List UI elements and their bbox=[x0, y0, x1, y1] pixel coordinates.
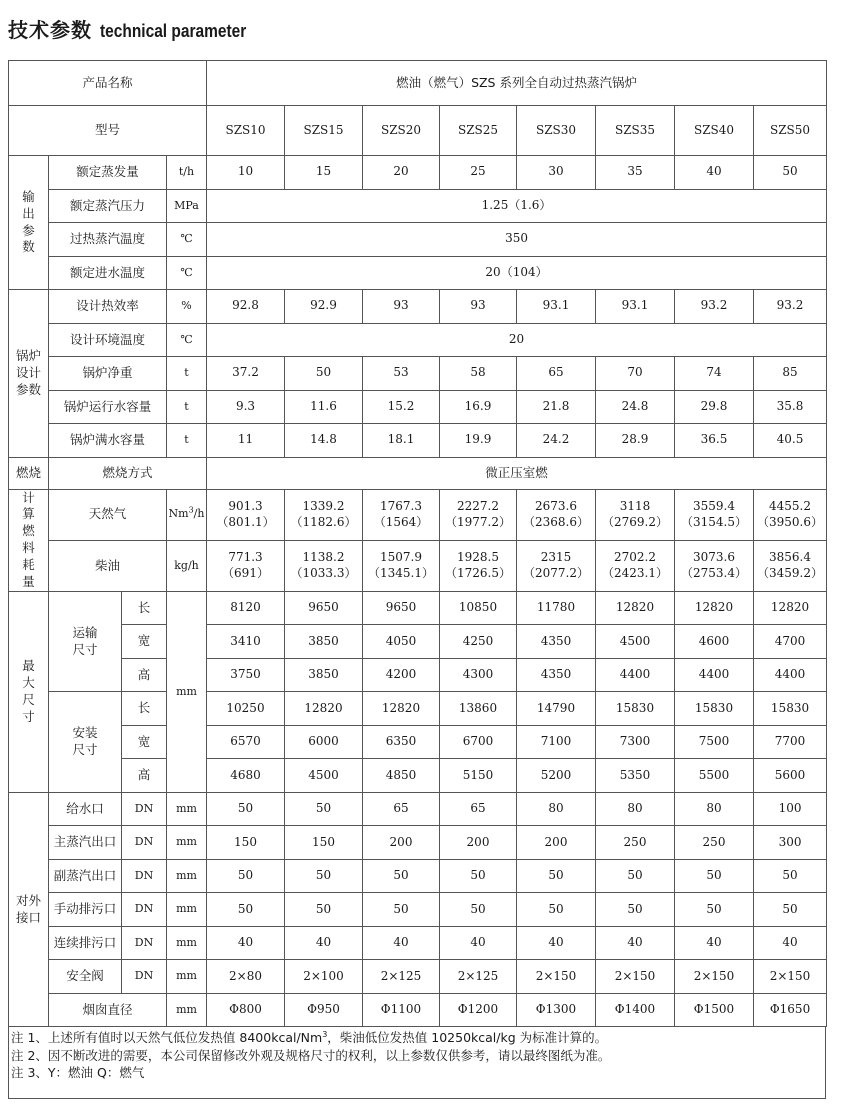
value-cell: 10250 bbox=[207, 692, 285, 726]
value-cell: 50 bbox=[754, 893, 827, 927]
value-cell: 9.3 bbox=[207, 390, 285, 424]
value-cell: 1767.3 （1564） bbox=[363, 489, 440, 540]
unit-cell: ℃ bbox=[167, 223, 207, 257]
group-dimensions: 最 大 尺 寸 bbox=[9, 591, 49, 792]
param-label: 烟囱直径 bbox=[49, 993, 167, 1027]
value-cell: 50 bbox=[440, 893, 517, 927]
dn-cell: DN bbox=[122, 960, 167, 994]
value-cell: 65 bbox=[517, 357, 596, 391]
model-cell: SZS35 bbox=[596, 106, 675, 156]
value-cell: 2×150 bbox=[517, 960, 596, 994]
value-cell: 4500 bbox=[596, 625, 675, 659]
param-label: 设计环境温度 bbox=[49, 323, 167, 357]
value-cell: 30 bbox=[517, 156, 596, 190]
row-fuel-diesel bbox=[9, 540, 827, 591]
merged-value: 1.25（1.6） bbox=[207, 189, 827, 223]
value-cell: 3118 （2769.2） bbox=[596, 489, 675, 540]
value-cell: 15830 bbox=[596, 692, 675, 726]
row-interface bbox=[9, 826, 827, 860]
product-label: 产品名称 bbox=[9, 61, 207, 106]
unit-cell: kg/h bbox=[167, 540, 207, 591]
value-cell: 1339.2 （1182.6） bbox=[285, 489, 363, 540]
value-cell: 7100 bbox=[517, 725, 596, 759]
param-label: 额定蒸汽压力 bbox=[49, 189, 167, 223]
note-2: 注 2、因不断改进的需要，本公司保留修改外观及规格尺寸的权利，以上参数仅供参考，请以最终图纸为准。 bbox=[11, 1047, 611, 1063]
product-value: 燃油（燃气）SZS 系列全自动过热蒸汽锅炉 bbox=[207, 61, 827, 106]
value-cell: 35.8 bbox=[754, 390, 827, 424]
value-cell: 65 bbox=[440, 792, 517, 826]
row-interface bbox=[9, 926, 827, 960]
value-cell: 80 bbox=[675, 792, 754, 826]
row-interface bbox=[9, 960, 827, 994]
param-label: 连续排污口 bbox=[49, 926, 122, 960]
param-label: 锅炉运行水容量 bbox=[49, 390, 167, 424]
value-cell: 74 bbox=[675, 357, 754, 391]
value-cell: 4600 bbox=[675, 625, 754, 659]
unit-cell: mm bbox=[167, 926, 207, 960]
dim-label: 宽 bbox=[122, 725, 167, 759]
value-cell: 50 bbox=[285, 792, 363, 826]
value-cell: Φ1650 bbox=[754, 993, 827, 1027]
param-label: 安全阀 bbox=[49, 960, 122, 994]
value-cell: 40 bbox=[754, 926, 827, 960]
value-cell: 85 bbox=[754, 357, 827, 391]
model-cell: SZS30 bbox=[517, 106, 596, 156]
value-cell: 5600 bbox=[754, 759, 827, 793]
dn-cell: DN bbox=[122, 859, 167, 893]
value-cell: 4455.2 （3950.6） bbox=[754, 489, 827, 540]
row-interface bbox=[9, 859, 827, 893]
value-cell: Φ1400 bbox=[596, 993, 675, 1027]
value-cell: 24.8 bbox=[596, 390, 675, 424]
value-cell: 40 bbox=[207, 926, 285, 960]
unit-cell: mm bbox=[167, 993, 207, 1027]
value-cell: 80 bbox=[517, 792, 596, 826]
unit-cell: ℃ bbox=[167, 323, 207, 357]
unit-cell: ℃ bbox=[167, 256, 207, 290]
group-interfaces: 对外 接口 bbox=[9, 792, 49, 1027]
value-cell: 200 bbox=[440, 826, 517, 860]
row-model bbox=[9, 106, 827, 156]
value-cell: 93 bbox=[363, 290, 440, 324]
group-output: 输 出 参 数 bbox=[9, 156, 49, 290]
value-cell: 50 bbox=[440, 859, 517, 893]
value-cell: 19.9 bbox=[440, 424, 517, 458]
param-label: 给水口 bbox=[49, 792, 122, 826]
dim-label: 长 bbox=[122, 591, 167, 625]
value-cell: 40 bbox=[675, 926, 754, 960]
dn-cell: DN bbox=[122, 893, 167, 927]
value-cell: 16.9 bbox=[440, 390, 517, 424]
value-cell: Φ1500 bbox=[675, 993, 754, 1027]
value-cell: 4300 bbox=[440, 658, 517, 692]
value-cell: 7700 bbox=[754, 725, 827, 759]
value-cell: 37.2 bbox=[207, 357, 285, 391]
value-cell: 4350 bbox=[517, 625, 596, 659]
value-cell: 7300 bbox=[596, 725, 675, 759]
value-cell: 10 bbox=[207, 156, 285, 190]
value-cell: 2×125 bbox=[363, 960, 440, 994]
dn-cell: DN bbox=[122, 792, 167, 826]
value-cell: 50 bbox=[285, 357, 363, 391]
row-design bbox=[9, 390, 827, 424]
param-label: 锅炉净重 bbox=[49, 357, 167, 391]
param-label: 额定进水温度 bbox=[49, 256, 167, 290]
value-cell: 35 bbox=[596, 156, 675, 190]
value-cell: 40 bbox=[596, 926, 675, 960]
value-cell: 6350 bbox=[363, 725, 440, 759]
value-cell: 300 bbox=[754, 826, 827, 860]
value-cell: 24.2 bbox=[517, 424, 596, 458]
row-design bbox=[9, 323, 827, 357]
row-interface bbox=[9, 792, 827, 826]
value-cell: 93.1 bbox=[596, 290, 675, 324]
heading-cn: 技术参数 bbox=[8, 18, 92, 42]
value-cell: 12820 bbox=[754, 591, 827, 625]
value-cell: 1507.9 （1345.1） bbox=[363, 540, 440, 591]
value-cell: 29.8 bbox=[675, 390, 754, 424]
row-design bbox=[9, 357, 827, 391]
value-cell: 150 bbox=[207, 826, 285, 860]
merged-value: 350 bbox=[207, 223, 827, 257]
value-cell: 11780 bbox=[517, 591, 596, 625]
value-cell: 50 bbox=[285, 859, 363, 893]
value-cell: 50 bbox=[517, 859, 596, 893]
value-cell: 40 bbox=[517, 926, 596, 960]
value-cell: 50 bbox=[363, 893, 440, 927]
value-cell: 2673.6 （2368.6） bbox=[517, 489, 596, 540]
value-cell: 100 bbox=[754, 792, 827, 826]
value-cell: 12820 bbox=[363, 692, 440, 726]
group-design: 锅炉 设计 参数 bbox=[9, 290, 49, 458]
value-cell: 15.2 bbox=[363, 390, 440, 424]
row-dim-install bbox=[9, 725, 827, 759]
value-cell: 40.5 bbox=[754, 424, 827, 458]
value-cell: 2227.2 （1977.2） bbox=[440, 489, 517, 540]
value-cell: Φ800 bbox=[207, 993, 285, 1027]
value-cell: 5500 bbox=[675, 759, 754, 793]
unit-cell: t bbox=[167, 424, 207, 458]
value-cell: 50 bbox=[754, 156, 827, 190]
page-heading bbox=[8, 14, 270, 44]
value-cell: 3073.6 （2753.4） bbox=[675, 540, 754, 591]
value-cell: 50 bbox=[363, 859, 440, 893]
row-combustion bbox=[9, 457, 827, 489]
group-combustion: 燃烧 bbox=[9, 457, 49, 489]
value-cell: 9650 bbox=[363, 591, 440, 625]
dim-label: 宽 bbox=[122, 625, 167, 659]
dim-label: 高 bbox=[122, 658, 167, 692]
value-cell: 4200 bbox=[363, 658, 440, 692]
model-cell: SZS40 bbox=[675, 106, 754, 156]
value-cell: 2×150 bbox=[754, 960, 827, 994]
value-cell: 8120 bbox=[207, 591, 285, 625]
unit-cell: MPa bbox=[167, 189, 207, 223]
value-cell: 6570 bbox=[207, 725, 285, 759]
row-output bbox=[9, 156, 827, 190]
value-cell: 5150 bbox=[440, 759, 517, 793]
value-cell: 50 bbox=[207, 859, 285, 893]
value-cell: 50 bbox=[675, 859, 754, 893]
value-cell: 15 bbox=[285, 156, 363, 190]
value-cell: 4500 bbox=[285, 759, 363, 793]
value-cell: Φ1200 bbox=[440, 993, 517, 1027]
row-design bbox=[9, 424, 827, 458]
param-label: 副蒸汽出口 bbox=[49, 859, 122, 893]
note-3: 注 3、Y：燃油 Q：燃气 bbox=[11, 1065, 145, 1080]
value-cell: 4400 bbox=[754, 658, 827, 692]
value-cell: 1138.2 （1033.3） bbox=[285, 540, 363, 591]
value-cell: Φ950 bbox=[285, 993, 363, 1027]
value-cell: 12820 bbox=[285, 692, 363, 726]
unit-cell: mm bbox=[167, 960, 207, 994]
row-dim-transport bbox=[9, 591, 827, 625]
heading-en: technical parameter bbox=[100, 21, 247, 41]
value-cell: 50 bbox=[207, 792, 285, 826]
value-cell: 50 bbox=[207, 893, 285, 927]
value-cell: 3850 bbox=[285, 625, 363, 659]
value-cell: 20 bbox=[363, 156, 440, 190]
value-cell: 10850 bbox=[440, 591, 517, 625]
value-cell: 36.5 bbox=[675, 424, 754, 458]
value-cell: 14790 bbox=[517, 692, 596, 726]
value-cell: 2×100 bbox=[285, 960, 363, 994]
param-label: 设计热效率 bbox=[49, 290, 167, 324]
value-cell: 3559.4 （3154.5） bbox=[675, 489, 754, 540]
dn-cell: DN bbox=[122, 826, 167, 860]
value-cell: 40 bbox=[440, 926, 517, 960]
value-cell: 93.2 bbox=[675, 290, 754, 324]
model-cell: SZS20 bbox=[363, 106, 440, 156]
model-cell: SZS15 bbox=[285, 106, 363, 156]
row-dim-transport bbox=[9, 658, 827, 692]
model-cell: SZS25 bbox=[440, 106, 517, 156]
value-cell: 2×80 bbox=[207, 960, 285, 994]
group-fuel: 计 算 燃 料 耗 量 bbox=[9, 489, 49, 591]
value-cell: 200 bbox=[363, 826, 440, 860]
value-cell: 50 bbox=[517, 893, 596, 927]
value-cell: 50 bbox=[754, 859, 827, 893]
value-cell: 40 bbox=[285, 926, 363, 960]
notes bbox=[8, 1027, 826, 1099]
value-cell: 901.3 （801.1） bbox=[207, 489, 285, 540]
value-cell: 13860 bbox=[440, 692, 517, 726]
row-product bbox=[9, 61, 827, 106]
param-label: 天然气 bbox=[49, 489, 167, 540]
value-cell: 40 bbox=[675, 156, 754, 190]
value-cell: 7500 bbox=[675, 725, 754, 759]
subgroup-install: 安装 尺寸 bbox=[49, 692, 122, 793]
row-dim-transport bbox=[9, 625, 827, 659]
value-cell: 12820 bbox=[675, 591, 754, 625]
value-cell: 11.6 bbox=[285, 390, 363, 424]
unit-cell: mm bbox=[167, 591, 207, 792]
merged-value: 微正压室燃 bbox=[207, 457, 827, 489]
value-cell: 2×150 bbox=[596, 960, 675, 994]
param-label: 燃烧方式 bbox=[49, 457, 207, 489]
value-cell: 4850 bbox=[363, 759, 440, 793]
unit-cell: mm bbox=[167, 859, 207, 893]
merged-value: 20 bbox=[207, 323, 827, 357]
model-label: 型号 bbox=[9, 106, 207, 156]
model-cell: SZS50 bbox=[754, 106, 827, 156]
value-cell: 92.9 bbox=[285, 290, 363, 324]
param-label: 柴油 bbox=[49, 540, 167, 591]
value-cell: 40 bbox=[363, 926, 440, 960]
parameter-table bbox=[8, 60, 827, 1027]
value-cell: 3850 bbox=[285, 658, 363, 692]
unit-cell: mm bbox=[167, 792, 207, 826]
value-cell: 4350 bbox=[517, 658, 596, 692]
value-cell: 250 bbox=[675, 826, 754, 860]
param-label: 手动排污口 bbox=[49, 893, 122, 927]
value-cell: 50 bbox=[596, 859, 675, 893]
row-design bbox=[9, 290, 827, 324]
value-cell: 50 bbox=[675, 893, 754, 927]
value-cell: 2702.2 （2423.1） bbox=[596, 540, 675, 591]
merged-value: 20（104） bbox=[207, 256, 827, 290]
value-cell: 6000 bbox=[285, 725, 363, 759]
value-cell: Φ1300 bbox=[517, 993, 596, 1027]
value-cell: 3856.4 （3459.2） bbox=[754, 540, 827, 591]
value-cell: 25 bbox=[440, 156, 517, 190]
dim-label: 长 bbox=[122, 692, 167, 726]
value-cell: 50 bbox=[285, 893, 363, 927]
value-cell: 80 bbox=[596, 792, 675, 826]
value-cell: 2×150 bbox=[675, 960, 754, 994]
value-cell: 4400 bbox=[675, 658, 754, 692]
param-label: 主蒸汽出口 bbox=[49, 826, 122, 860]
value-cell: 4700 bbox=[754, 625, 827, 659]
model-cell: SZS10 bbox=[207, 106, 285, 156]
value-cell: 4250 bbox=[440, 625, 517, 659]
param-label: 额定蒸发量 bbox=[49, 156, 167, 190]
value-cell: 18.1 bbox=[363, 424, 440, 458]
row-chimney bbox=[9, 993, 827, 1027]
value-cell: 3410 bbox=[207, 625, 285, 659]
value-cell: 6700 bbox=[440, 725, 517, 759]
param-label: 锅炉满水容量 bbox=[49, 424, 167, 458]
unit-cell: mm bbox=[167, 893, 207, 927]
value-cell: 15830 bbox=[675, 692, 754, 726]
value-cell: 3750 bbox=[207, 658, 285, 692]
value-cell: 5350 bbox=[596, 759, 675, 793]
value-cell: 250 bbox=[596, 826, 675, 860]
value-cell: 50 bbox=[596, 893, 675, 927]
value-cell: 1928.5 （1726.5） bbox=[440, 540, 517, 591]
value-cell: 93.1 bbox=[517, 290, 596, 324]
value-cell: 5200 bbox=[517, 759, 596, 793]
value-cell: 53 bbox=[363, 357, 440, 391]
value-cell: 9650 bbox=[285, 591, 363, 625]
value-cell: 15830 bbox=[754, 692, 827, 726]
value-cell: 2315 （2077.2） bbox=[517, 540, 596, 591]
value-cell: 28.9 bbox=[596, 424, 675, 458]
note-1: 注 1、上述所有值时以天然气低位发热值 8400kcal/Nm$^3$，柴油低位发热值 10250kcal/kg 为标准计算的。 bbox=[11, 1029, 608, 1045]
unit-cell: Nm$^3$/h bbox=[167, 489, 207, 540]
value-cell: 4050 bbox=[363, 625, 440, 659]
dn-cell: DN bbox=[122, 926, 167, 960]
row-dim-install bbox=[9, 759, 827, 793]
value-cell: 11 bbox=[207, 424, 285, 458]
row-output bbox=[9, 189, 827, 223]
value-cell: 93 bbox=[440, 290, 517, 324]
row-interface bbox=[9, 893, 827, 927]
value-cell: 21.8 bbox=[517, 390, 596, 424]
unit-cell: mm bbox=[167, 826, 207, 860]
unit-cell: % bbox=[167, 290, 207, 324]
row-output bbox=[9, 223, 827, 257]
value-cell: 150 bbox=[285, 826, 363, 860]
value-cell: 2×125 bbox=[440, 960, 517, 994]
row-output bbox=[9, 256, 827, 290]
value-cell: 4680 bbox=[207, 759, 285, 793]
value-cell: 93.2 bbox=[754, 290, 827, 324]
value-cell: 12820 bbox=[596, 591, 675, 625]
value-cell: 58 bbox=[440, 357, 517, 391]
unit-cell: t bbox=[167, 390, 207, 424]
dim-label: 高 bbox=[122, 759, 167, 793]
value-cell: 65 bbox=[363, 792, 440, 826]
value-cell: 4400 bbox=[596, 658, 675, 692]
subgroup-transport: 运输 尺寸 bbox=[49, 591, 122, 692]
value-cell: 200 bbox=[517, 826, 596, 860]
value-cell: 92.8 bbox=[207, 290, 285, 324]
value-cell: 14.8 bbox=[285, 424, 363, 458]
param-label: 过热蒸汽温度 bbox=[49, 223, 167, 257]
value-cell: 70 bbox=[596, 357, 675, 391]
row-dim-install bbox=[9, 692, 827, 726]
value-cell: 771.3 （691） bbox=[207, 540, 285, 591]
row-fuel-gas bbox=[9, 489, 827, 540]
value-cell: Φ1100 bbox=[363, 993, 440, 1027]
unit-cell: t bbox=[167, 357, 207, 391]
unit-cell: t/h bbox=[167, 156, 207, 190]
